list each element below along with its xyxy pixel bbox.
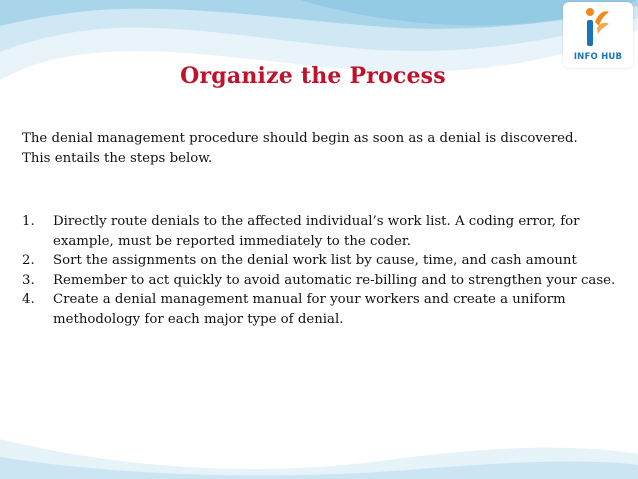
slide-title: Organize the Process — [180, 63, 446, 89]
list-number: 4. — [22, 292, 35, 307]
logo-text: INFO HUB — [573, 52, 623, 62]
list-item — [22, 212, 622, 251]
info-hub-logo-icon — [585, 6, 611, 50]
steps-list — [22, 212, 622, 329]
list-number: 1. — [22, 214, 35, 229]
list-number: 3. — [22, 272, 35, 288]
info-hub-logo — [563, 2, 633, 68]
top-wave-decoration — [0, 0, 638, 120]
list-item — [22, 290, 622, 329]
intro-paragraph: The denial management procedure should begin as soon as a denial is discovered. This entails the steps below. — [22, 131, 578, 166]
list-item — [22, 271, 622, 291]
list-text: Create a denial management manual for your workers and create a uniform methodology for each major type of denial. — [53, 292, 566, 327]
list-text: Sort the assignments on the denial work list by cause, time, and cash amount — [53, 253, 577, 268]
list-item — [22, 251, 622, 271]
list-number: 2. — [22, 253, 35, 268]
list-text: Remember to act quickly to avoid automatic re-billing and to strengthen your case. — [53, 272, 616, 288]
bottom-wave-decoration — [0, 399, 638, 479]
list-text: Directly route denials to the affected individual’s work list. A coding error, for example, must be reported immediately to the coder. — [53, 214, 580, 249]
